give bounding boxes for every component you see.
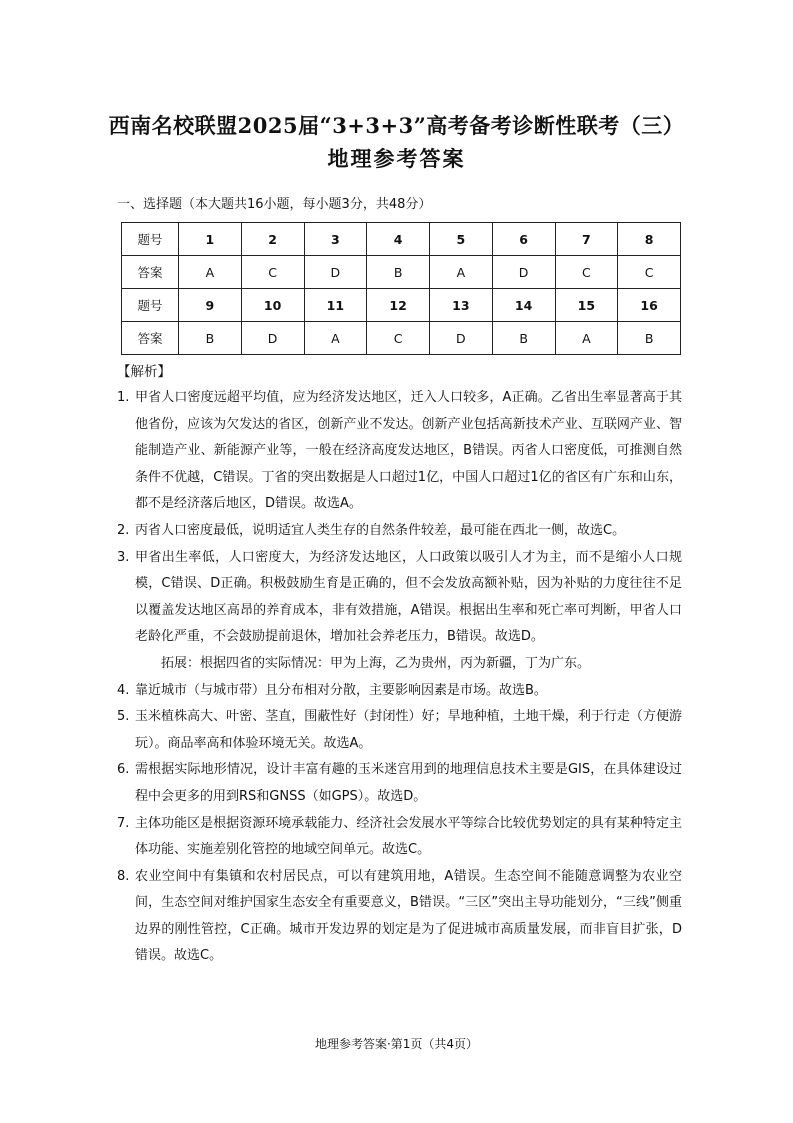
item-number: 3. <box>117 549 130 565</box>
answer-cell: B <box>618 322 681 355</box>
list-item <box>117 704 682 757</box>
answer-cell: B <box>492 322 555 355</box>
item-text: 玉米植株高大、叶密、茎直，围蔽性好（封闭性）好；旱地种植，土地干燥，利于行走（方便游玩）。商品率高和体验环境无关。故选A。 <box>135 709 682 751</box>
item-number: 7. <box>117 815 130 831</box>
answer-cell: D <box>241 322 304 355</box>
list-item <box>117 811 682 864</box>
analysis-list <box>117 385 682 970</box>
answer-cell: C <box>367 322 430 355</box>
answer-label-cell: 答案 <box>122 322 179 355</box>
item-text: 甲省人口密度远超平均值，应为经济发达地区，迁入人口较多，A正确。乙省出生率显著高于其他省份，应该为欠发达的省区，创新产业不发达。创新产业包括高新技术产业、互联网产业、智能制造产业、新能源产业等，一般在经济高度发达地区，B错误。丙省人口密度低，可推测自然条件不优越，C错误。丁省的突出数据是人口超过1亿，中国人口超过1亿的省区有广东和山东，都不是经济落后地区，D错误。故选A。 <box>135 390 682 512</box>
answer-cell: B <box>179 322 242 355</box>
list-item <box>117 385 682 518</box>
page-footer: 地理参考答案·第1页（共4页） <box>314 1037 479 1051</box>
item-text: 甲省出生率低，人口密度大，为经济发达地区，人口政策以吸引人才为主，而不是缩小人口规模，C错误、D正确。积极鼓励生育是正确的，但不会发放高额补贴，因为补贴的力度往往不足以覆盖发达地区高昂的养育成本，非有效措施，A错误。根据出生率和死亡率可判断，甲省人口老龄化严重，不会鼓励提前退休，增加社会养老压力，B错误。故选D。 <box>135 549 682 645</box>
answer-label-cell: 答案 <box>122 256 179 289</box>
question-number-cell: 4 <box>367 223 430 256</box>
table-row <box>122 289 681 322</box>
question-number-cell: 11 <box>304 289 367 322</box>
list-item <box>117 678 682 705</box>
question-number-cell: 8 <box>618 223 681 256</box>
answer-cell: A <box>430 256 493 289</box>
item-number: 8. <box>117 868 130 884</box>
answer-cell: A <box>179 256 242 289</box>
question-number-cell: 16 <box>618 289 681 322</box>
item-text: 农业空间中有集镇和农村居民点，可以有建筑用地，A错误。生态空间不能随意调整为农业空间，生态空间对维护国家生态安全有重要意义，B错误。“三区”突出主导功能划分，“三线”侧重边界的刚性管控，C正确。城市开发边界的划定是为了促进城市高质量发展，而非盲目扩张，D错误。故选C。 <box>135 868 682 964</box>
question-number-cell: 6 <box>492 223 555 256</box>
list-item <box>117 757 682 810</box>
item-text: 靠近城市（与城市带）且分布相对分散，主要影响因素是市场。故选B。 <box>135 682 547 698</box>
question-label-cell: 题号 <box>122 223 179 256</box>
question-number-cell: 13 <box>430 289 493 322</box>
answer-cell: C <box>241 256 304 289</box>
answer-table <box>121 222 681 355</box>
analysis-heading: 【解析】 <box>117 364 171 380</box>
list-item <box>117 518 682 545</box>
question-label-cell: 题号 <box>122 289 179 322</box>
table-row <box>122 322 681 355</box>
answer-cell: A <box>304 322 367 355</box>
question-number-cell: 12 <box>367 289 430 322</box>
question-number-cell: 5 <box>430 223 493 256</box>
list-item <box>117 545 682 651</box>
list-item <box>117 864 682 970</box>
item-number: 5. <box>117 709 130 725</box>
answer-cell: B <box>367 256 430 289</box>
item-text: 需根据实际地形情况，设计丰富有趣的玉米迷宫用到的地理信息技术主要是GIS，在具体建设过程中会更多的用到RS和GNSS（如GPS）。故选D。 <box>135 762 682 804</box>
document-subtitle: 地理参考答案 <box>327 146 466 171</box>
question-number-cell: 2 <box>241 223 304 256</box>
answer-cell: A <box>555 322 618 355</box>
item-number: 4. <box>117 682 130 698</box>
answer-cell: D <box>430 322 493 355</box>
answer-cell: D <box>304 256 367 289</box>
table-row <box>122 223 681 256</box>
question-number-cell: 7 <box>555 223 618 256</box>
answer-cell: C <box>618 256 681 289</box>
question-number-cell: 3 <box>304 223 367 256</box>
document-title: 西南名校联盟2025届“3+3+3”高考备考诊断性联考（三） <box>108 113 685 138</box>
item-number: 2. <box>117 522 130 538</box>
table-row <box>122 256 681 289</box>
question-number-cell: 1 <box>179 223 242 256</box>
section-heading: 一、选择题（本大题共16小题，每小题3分，共48分） <box>117 197 432 212</box>
answer-cell: D <box>492 256 555 289</box>
extension-note: 拓展：根据四省的实际情况：甲为上海，乙为贵州，丙为新疆，丁为广东。 <box>161 655 591 671</box>
question-number-cell: 9 <box>179 289 242 322</box>
item-text: 主体功能区是根据资源环境承载能力、经济社会发展水平等综合比较优势划定的具有某种特定主体功能、实施差别化管控的地域空间单元。故选C。 <box>135 815 682 858</box>
item-number: 6. <box>117 762 130 778</box>
item-text: 丙省人口密度最低，说明适宜人类生存的自然条件较差，最可能在西北一侧，故选C。 <box>135 522 626 538</box>
question-number-cell: 15 <box>555 289 618 322</box>
answer-cell: C <box>555 256 618 289</box>
item-number: 1. <box>117 390 130 405</box>
question-number-cell: 14 <box>492 289 555 322</box>
question-number-cell: 10 <box>241 289 304 322</box>
